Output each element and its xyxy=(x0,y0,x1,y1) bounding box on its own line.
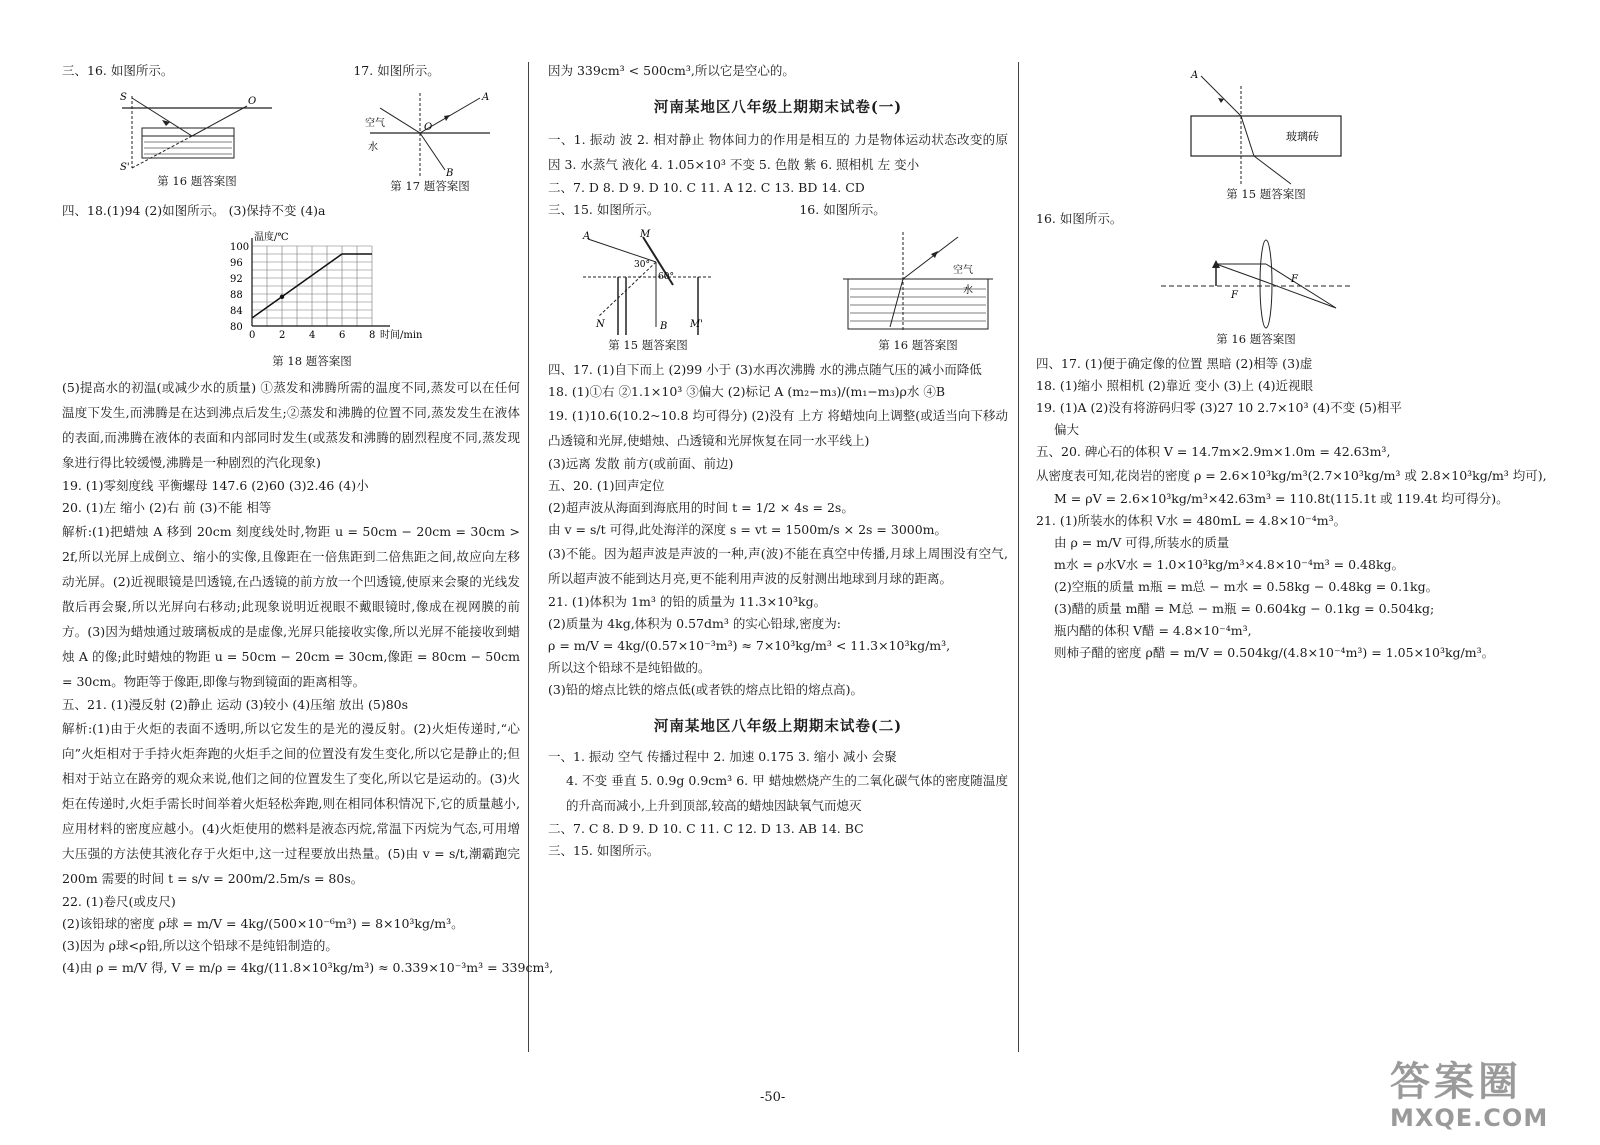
right-q21-f: 瓶内醋的体积 V醋 = 4.8×10⁻⁴m³, xyxy=(1054,623,1252,638)
exam1-q20-depth: 由 v = s/t 可得,此处海洋的深度 s = vt = 1500m/s × 2s = 3000m。 xyxy=(548,522,948,537)
exam1-section-2: 二、7. D 8. D 9. D 10. C 11. A 12. C 13. BD 14. CD xyxy=(548,180,865,195)
left-column xyxy=(62,60,554,979)
figure-18-chart xyxy=(62,228,520,369)
y-tick-label: 84 xyxy=(230,306,243,317)
exam1-q21-density: ρ = m/V = 4kg/(0.57×10⁻³m³) ≈ 7×10³kg/m³ < 11.3×10³kg/m³, xyxy=(548,638,951,653)
figure-16-right-caption: 第 16 题答案图 xyxy=(1216,332,1296,346)
exam1-q20-part-2: (2)超声波从海面到海底用的时间 t = 1/2 × 4s = 2s。 xyxy=(548,500,854,515)
q15-label: 三、15. 如图所示。 xyxy=(548,202,660,217)
exam2-section-1-cont: 4. 不变 垂直 5. 0.9g 0.9cm³ 6. 甲 蜡烛燃烧产生的二氧化碳气体的密度随温度的升高而减小,上升到顶部,较高的蜡烛因缺氧气而熄灭 xyxy=(566,773,1008,813)
question-19: 19. (1)零刻度线 平衡螺母 147.6 (2)60 (3)2.46 (4)小 xyxy=(62,478,369,493)
svg-text:空气: 空气 xyxy=(365,118,385,129)
exam1-q19: 19. (1)10.6(10.2~10.8 均可得分) (2)没有 上方 将蜡烛向上调整(或适当向下移动凸透镜和光屏,使蜡烛、凸透镜和光屏恢复在同一水平线上) xyxy=(548,408,1008,448)
y-axis-label: 温度/℃ xyxy=(254,232,289,243)
question-16-17-heading xyxy=(62,60,520,82)
svg-text:S': S' xyxy=(120,162,130,173)
right-q21-g: 则柿子醋的密度 ρ醋 = m/V = 0.504kg/(4.8×10⁻⁴m³) = 1.05×10³kg/m³。 xyxy=(1054,645,1495,660)
exam1-q20-part-3: (3)不能。因为超声波是声波的一种,声(波)不能在真空中传播,月球上周围没有空气,所以超声波不能到达月亮,更不能利用声波的反射测出地球到月球的距离。 xyxy=(548,546,1008,586)
right-q20-mass: M = ρV = 2.6×10³kg/m³×42.63m³ = 110.8t(115.1t 或 119.4t 均可得分)。 xyxy=(1054,491,1509,506)
svg-text:30°: 30° xyxy=(634,260,650,270)
svg-text:水: 水 xyxy=(963,285,973,296)
y-tick-label: 80 xyxy=(230,322,243,333)
question-21: 五、21. (1)漫反射 (2)静止 运动 (3)较小 (4)压缩 放出 (5)80s xyxy=(62,697,409,712)
exam1-q21: 21. (1)体积为 1m³ 的铅的质量为 11.3×10³kg。 xyxy=(548,594,827,609)
right-q19-cont: 偏大 xyxy=(1054,422,1080,437)
column-divider-right xyxy=(1018,62,1019,1052)
svg-text:F: F xyxy=(1291,274,1298,285)
right-q21-d: (2)空瓶的质量 m瓶 = m总 − m水 = 0.58kg − 0.48kg = 0.1kg。 xyxy=(1054,579,1439,594)
exam-title-1: 河南某地区八年级上期期末试卷(一) xyxy=(653,99,903,116)
right-q21-b: 由 ρ = m/V 可得,所装水的质量 xyxy=(1054,535,1230,550)
question-20-analysis: 解析:(1)把蜡烛 A 移到 20cm 刻度线处时,物距 u = 50cm − 20cm = 30cm > 2f,所以光屏上成倒立、缩小的实像,且像距在一倍焦距到二倍焦距之间,故应向左移动光屏。(2)近视眼镜是凹透镜,在凸透镜的前方放一个凹透镜,使原来会聚的光线发散后再会聚,所以光屏向右移动;此现象说明近视眼不戴眼镜时,像成在视网膜的前方。(3)因为蜡烛通过玻璃板成的是虚像,光屏只能接收实像,所以光屏不能接收到蜡烛 A 的像;此时蜡烛的物距 u = 50cm − 20cm = 30cm,像距 = 80cm − 50cm = 30cm。物距等于像距,即像与物到镜面的距离相等。 xyxy=(62,524,520,689)
question-20: 20. (1)左 缩小 (2)右 前 (3)不能 相等 xyxy=(62,500,272,515)
question-22-part-4: (4)由 ρ = m/V 得, V = m/ρ = 4kg/(11.8×10³kg/m³) ≈ 0.339×10⁻³m³ = 339cm³, xyxy=(62,960,554,975)
figure-16-mid xyxy=(838,227,998,353)
svg-text:M: M xyxy=(640,229,651,240)
question-22-part-3: (3)因为 ρ球<ρ铅,所以这个铅球不是纯铅制造的。 xyxy=(62,938,338,953)
exam1-q17: 四、17. (1)自下而上 (2)99 小于 (3)水再次沸腾 水的沸点随气压的减小而降低 xyxy=(548,362,982,377)
figure-17-caption: 第 17 题答案图 xyxy=(390,179,470,193)
middle-column xyxy=(548,60,1008,862)
figures-16-17 xyxy=(62,88,520,194)
svg-text:M': M' xyxy=(690,319,703,330)
y-tick-label: 88 xyxy=(230,290,243,301)
svg-text:A: A xyxy=(482,92,490,103)
exam1-section-3 xyxy=(548,199,1008,221)
y-tick-label: 100 xyxy=(230,242,250,253)
watermark-logo xyxy=(1390,1060,1580,1140)
figure-17 xyxy=(360,88,500,194)
data-point xyxy=(280,295,284,299)
right-q19: 19. (1)A (2)没有将游码归零 (3)27 10 2.7×10³ (4)不变 (5)相平 xyxy=(1036,400,1402,415)
page-number: -50- xyxy=(760,1090,786,1105)
x-tick-label: 0 xyxy=(249,330,256,341)
svg-text:60°: 60° xyxy=(658,272,674,282)
right-q16: 16. 如图所示。 xyxy=(1036,211,1123,226)
svg-text:B: B xyxy=(660,321,668,332)
hollow-conclusion: 因为 339cm³ < 500cm³,所以它是空心的。 xyxy=(548,63,795,78)
figure-16-right xyxy=(1036,236,1548,347)
x-tick-label: 4 xyxy=(309,330,316,341)
y-tick-label: 96 xyxy=(230,258,243,269)
question-22-part-2: (2)该铅球的密度 ρ球 = m/V = 4kg/(500×10⁻⁶m³) = 8×10³kg/m³。 xyxy=(62,916,464,931)
figure-17-drawing xyxy=(360,88,500,178)
figure-15-mid-caption: 第 15 题答案图 xyxy=(608,338,688,352)
figure-15-right xyxy=(1036,66,1548,202)
right-q18: 18. (1)缩小 照相机 (2)靠近 变小 (3)上 (4)近视眼 xyxy=(1036,378,1314,393)
figure-16-mid-caption: 第 16 题答案图 xyxy=(878,338,958,352)
q16-label: 三、16. 如图所示。 xyxy=(62,63,174,78)
exam1-q20: 五、20. (1)回声定位 xyxy=(548,478,665,493)
column-divider-left xyxy=(528,62,529,1052)
right-q21: 21. (1)所装水的体积 V水 = 480mL = 4.8×10⁻⁴m³。 xyxy=(1036,513,1347,528)
figure-16-right-drawing xyxy=(1156,236,1356,331)
figure-15-right-caption: 第 15 题答案图 xyxy=(1226,187,1306,201)
y-tick-label: 92 xyxy=(230,274,243,285)
svg-text:B: B xyxy=(446,168,454,179)
figure-16 xyxy=(112,88,282,194)
exam-title-2: 河南某地区八年级上期期末试卷(二) xyxy=(653,718,903,735)
right-q20: 五、20. 碑心石的体积 V = 14.7m×2.9m×1.0m = 42.63m³, xyxy=(1036,444,1391,459)
right-column xyxy=(1036,60,1548,664)
figure-16-mid-drawing xyxy=(838,227,998,337)
exam1-q21-part-2: (2)质量为 4kg,体积为 0.57dm³ 的实心铅球,密度为: xyxy=(548,616,842,631)
right-q21-e: (3)醋的质量 m醋 = M总 − m瓶 = 0.604kg − 0.1kg = 0.504kg; xyxy=(1054,601,1435,616)
svg-text:A: A xyxy=(583,231,591,242)
watermark-cn: 答案圈 xyxy=(1390,1059,1522,1105)
q17-label: 17. 如图所示。 xyxy=(353,63,440,78)
exam2-section-2: 二、7. C 8. D 9. D 10. C 11. C 12. D 13. AB 14. BC xyxy=(548,821,864,836)
watermark-en: MXQE.COM xyxy=(1390,1104,1549,1132)
exam1-section-1: 一、1. 振动 波 2. 相对静止 物体间力的作用是相互的 力是物体运动状态改变的原因 3. 水蒸气 液化 4. 1.05×10³ 不变 5. 色散 紫 6. 照相机 左 变小 xyxy=(548,132,1008,172)
exam2-section-3: 三、15. 如图所示。 xyxy=(548,843,660,858)
svg-text:S: S xyxy=(120,92,127,103)
figure-18-caption: 第 18 题答案图 xyxy=(272,354,352,368)
svg-text:O: O xyxy=(248,96,257,107)
exam1-q18: 18. (1)①右 ②1.1×10³ ③偏大 (2)标记 A (m₂−m₃)/(m₁−m₃)ρ水 ④B xyxy=(548,384,946,399)
question-18-part-5: (5)提高水的初温(或减少水的质量) ①蒸发和沸腾所需的温度不同,蒸发可以在任何温度下发生,而沸腾是在达到沸点后发生;②蒸发和沸腾的位置不同,蒸发发生在液体的表面,而沸腾在液体的表面和内部同时发生(或蒸发和沸腾的剧烈程度不同,蒸发现象进行得比较缓慢,沸腾是一种剧烈的汽化现象) xyxy=(62,380,520,470)
exam2-section-1: 一、1. 振动 空气 传播过程中 2. 加速 0.175 3. 缩小 减小 会聚 xyxy=(548,749,897,764)
svg-text:水: 水 xyxy=(368,142,378,153)
figures-15-16-mid xyxy=(548,227,1008,353)
exam1-q19-part-3: (3)远离 发散 前方(或前面、前边) xyxy=(548,456,734,471)
svg-text:N: N xyxy=(596,319,605,330)
right-q20-density: 从密度表可知,花岗岩的密度 ρ = 2.6×10³kg/m³(2.7×10³kg/m³ 或 2.8×10³kg/m³ 均可), xyxy=(1036,468,1547,483)
x-tick-label: 2 xyxy=(279,330,286,341)
svg-text:A: A xyxy=(1191,70,1199,81)
svg-text:空气: 空气 xyxy=(953,265,973,276)
figure-15-mid-drawing xyxy=(578,227,718,337)
exam1-q21-conclusion: 所以这个铅球不是纯铅做的。 xyxy=(548,660,711,675)
figure-16-caption: 第 16 题答案图 xyxy=(157,174,237,188)
svg-text:O: O xyxy=(424,122,433,133)
question-22: 22. (1)卷尺(或皮尺) xyxy=(62,894,176,909)
question-21-analysis: 解析:(1)由于火炬的表面不透明,所以它发生的是光的漫反射。(2)火炬传递时,“心向”火炬相对于手持火炬奔跑的火炬手之间的位置没有发生变化,所以它是静止的;但相对于站立在路旁的观众来说,他们之间的位置发生了变化,所以它是运动的。(3)火炬在传递时,火炬手需长时间举着火炬轻松奔跑,则在相同体积情况下,它的质量越小,应用材料的密度应越小。(4)火炬使用的燃料是液态丙烷,常温下丙烷为气态,可用增大压强的方法使其液化存于火炬中,这一过程要放出热量。(5)由 v = s/t,潮霸跑完 200m 需要的时间 t = s/v = 200m/2.5m/s = 80s。 xyxy=(62,721,520,886)
figure-16-drawing xyxy=(112,88,282,173)
temperature-time-chart xyxy=(212,228,423,353)
svg-text:F: F xyxy=(1231,290,1238,301)
exam1-q21-part-3: (3)铅的熔点比铁的熔点低(或者铁的熔点比铅的熔点高)。 xyxy=(548,682,863,697)
x-tick-label: 8 xyxy=(369,330,376,341)
x-tick-label: 6 xyxy=(339,330,346,341)
glass-brick-label: 玻璃砖 xyxy=(1286,130,1319,143)
right-q17: 四、17. (1)便于确定像的位置 黑暗 (2)相等 (3)虚 xyxy=(1036,356,1313,371)
right-q21-c: m水 = ρ水V水 = 1.0×10³kg/m³×4.8×10⁻⁴m³ = 0.48kg。 xyxy=(1054,557,1405,572)
x-axis-label: 时间/min xyxy=(380,330,423,341)
q16-label-mid: 16. 如图所示。 xyxy=(799,202,886,217)
question-18: 四、18.(1)94 (2)如图所示。 (3)保持不变 (4)a xyxy=(62,203,326,218)
figure-15-mid xyxy=(578,227,718,353)
figure-15-right-drawing xyxy=(1186,66,1346,186)
